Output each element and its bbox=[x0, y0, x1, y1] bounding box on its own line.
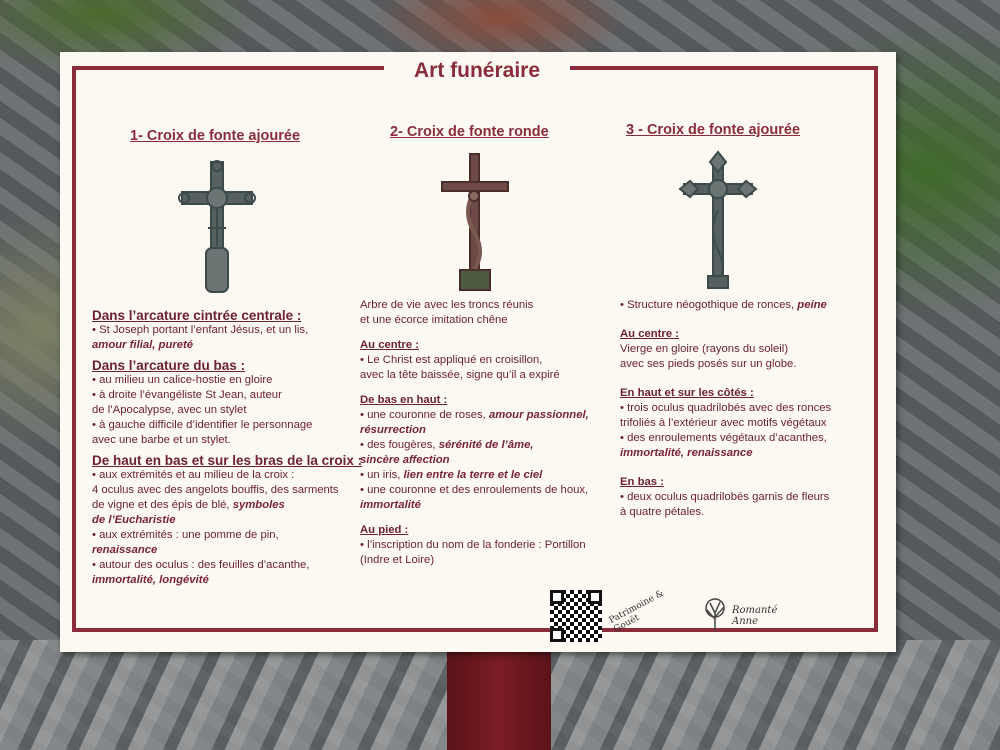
list-item: immortalité, longévité bbox=[92, 574, 209, 586]
qr-code-icon[interactable] bbox=[550, 590, 602, 642]
list-item: • trois oculus quadrilobés avec des ronces bbox=[620, 402, 832, 414]
cross-openwork-icon bbox=[178, 158, 256, 296]
list-item: • deux oculus quadrilobés garnis de fleurs bbox=[620, 491, 830, 503]
intro-text: Arbre de vie avec les troncs réunis bbox=[360, 299, 534, 311]
column-1-heading: 1- Croix de fonte ajourée bbox=[130, 128, 301, 144]
list-item: avec une barbe et un stylet. bbox=[92, 434, 231, 446]
list-item: • à droite l’évangéliste St Jean, auteur bbox=[92, 389, 282, 401]
list-item: • des fougères, sérénité de l’âme, bbox=[360, 439, 534, 451]
list-item: Vierge en gloire (rayons du soleil) bbox=[620, 343, 789, 355]
list-item: renaissance bbox=[92, 544, 158, 556]
list-item: • à gauche difficile d’identifier le personnage bbox=[92, 419, 313, 431]
list-item: • un iris, lien entre la terre et le ciel bbox=[360, 469, 543, 481]
list-item: de l’Apocalypse, avec un stylet bbox=[92, 404, 247, 416]
column-3-heading: 3 - Croix de fonte ajourée bbox=[626, 122, 801, 138]
list-item: résurrection bbox=[360, 424, 426, 436]
list-item: • Le Christ est appliqué en croisillon, bbox=[360, 354, 543, 366]
intro-text: et une écorce imitation chêne bbox=[360, 314, 508, 326]
list-item: • aux extrémités et au milieu de la croix : bbox=[92, 469, 295, 481]
sign-post bbox=[447, 640, 551, 750]
list-item: • Structure néogothique de ronces, peine bbox=[620, 299, 827, 311]
list-item: amour filial, pureté bbox=[92, 339, 194, 351]
sign-title: Art funéraire bbox=[384, 56, 570, 86]
list-item: • St Joseph portant l’enfant Jésus, et un lis, bbox=[92, 324, 309, 336]
cross-round-icon bbox=[440, 152, 510, 292]
list-item: • une couronne et des enroulements de houx, bbox=[360, 484, 589, 496]
list-item: avec ses pieds posés sur un globe. bbox=[620, 358, 797, 370]
list-item: de l’Eucharistie bbox=[92, 514, 176, 526]
column-1-body bbox=[92, 302, 363, 588]
list-item: sincère affection bbox=[360, 454, 450, 466]
section-title: De bas en haut : bbox=[360, 394, 448, 406]
commune-logo-text: Romanté Anne bbox=[732, 605, 778, 627]
list-item: immortalité bbox=[360, 499, 421, 511]
patrimoine-logo: Patrimoine & Gouët bbox=[607, 588, 666, 635]
cross-gothic-icon bbox=[678, 150, 758, 292]
list-item: avec la tête baissée, signe qu’il a expiré bbox=[360, 369, 560, 381]
list-item: immortalité, renaissance bbox=[620, 447, 753, 459]
section-title: Au pied : bbox=[360, 524, 409, 536]
column-2-body bbox=[360, 298, 616, 568]
column-2-heading: 2- Croix de fonte ronde bbox=[390, 124, 549, 140]
list-item: trifoliés à l’extérieur avec motifs végétaux bbox=[620, 417, 827, 429]
tree-icon bbox=[700, 597, 730, 631]
list-item: • des enroulements végétaux d’acanthes, bbox=[620, 432, 827, 444]
list-item: • autour des oculus : des feuilles d’acanthe, bbox=[92, 559, 310, 571]
section-title: De haut en bas et sur les bras de la croix : bbox=[92, 453, 363, 468]
list-item: 4 oculus avec des angelots bouffis, des sarments bbox=[92, 484, 339, 496]
section-title: En bas : bbox=[620, 476, 664, 488]
section-title: Au centre : bbox=[620, 328, 680, 340]
list-item: • au milieu un calice-hostie en gloire bbox=[92, 374, 273, 386]
commune-logo bbox=[700, 597, 792, 637]
section-title: Au centre : bbox=[360, 339, 420, 351]
list-item: (Indre et Loire) bbox=[360, 554, 435, 566]
information-sign bbox=[60, 52, 896, 652]
list-item: de vigne et des épis de blé, symboles bbox=[92, 499, 285, 511]
section-title: En haut et sur les côtés : bbox=[620, 387, 754, 399]
section-title: Dans l’arcature cintrée centrale : bbox=[92, 308, 302, 323]
list-item: • aux extrémités : une pomme de pin, bbox=[92, 529, 279, 541]
section-title: Dans l’arcature du bas : bbox=[92, 358, 246, 373]
list-item: • l’inscription du nom de la fonderie : Portillon bbox=[360, 539, 586, 551]
list-item: à quatre pétales. bbox=[620, 506, 705, 518]
column-3-body bbox=[620, 298, 870, 520]
list-item: • une couronne de roses, amour passionnel, bbox=[360, 409, 589, 421]
